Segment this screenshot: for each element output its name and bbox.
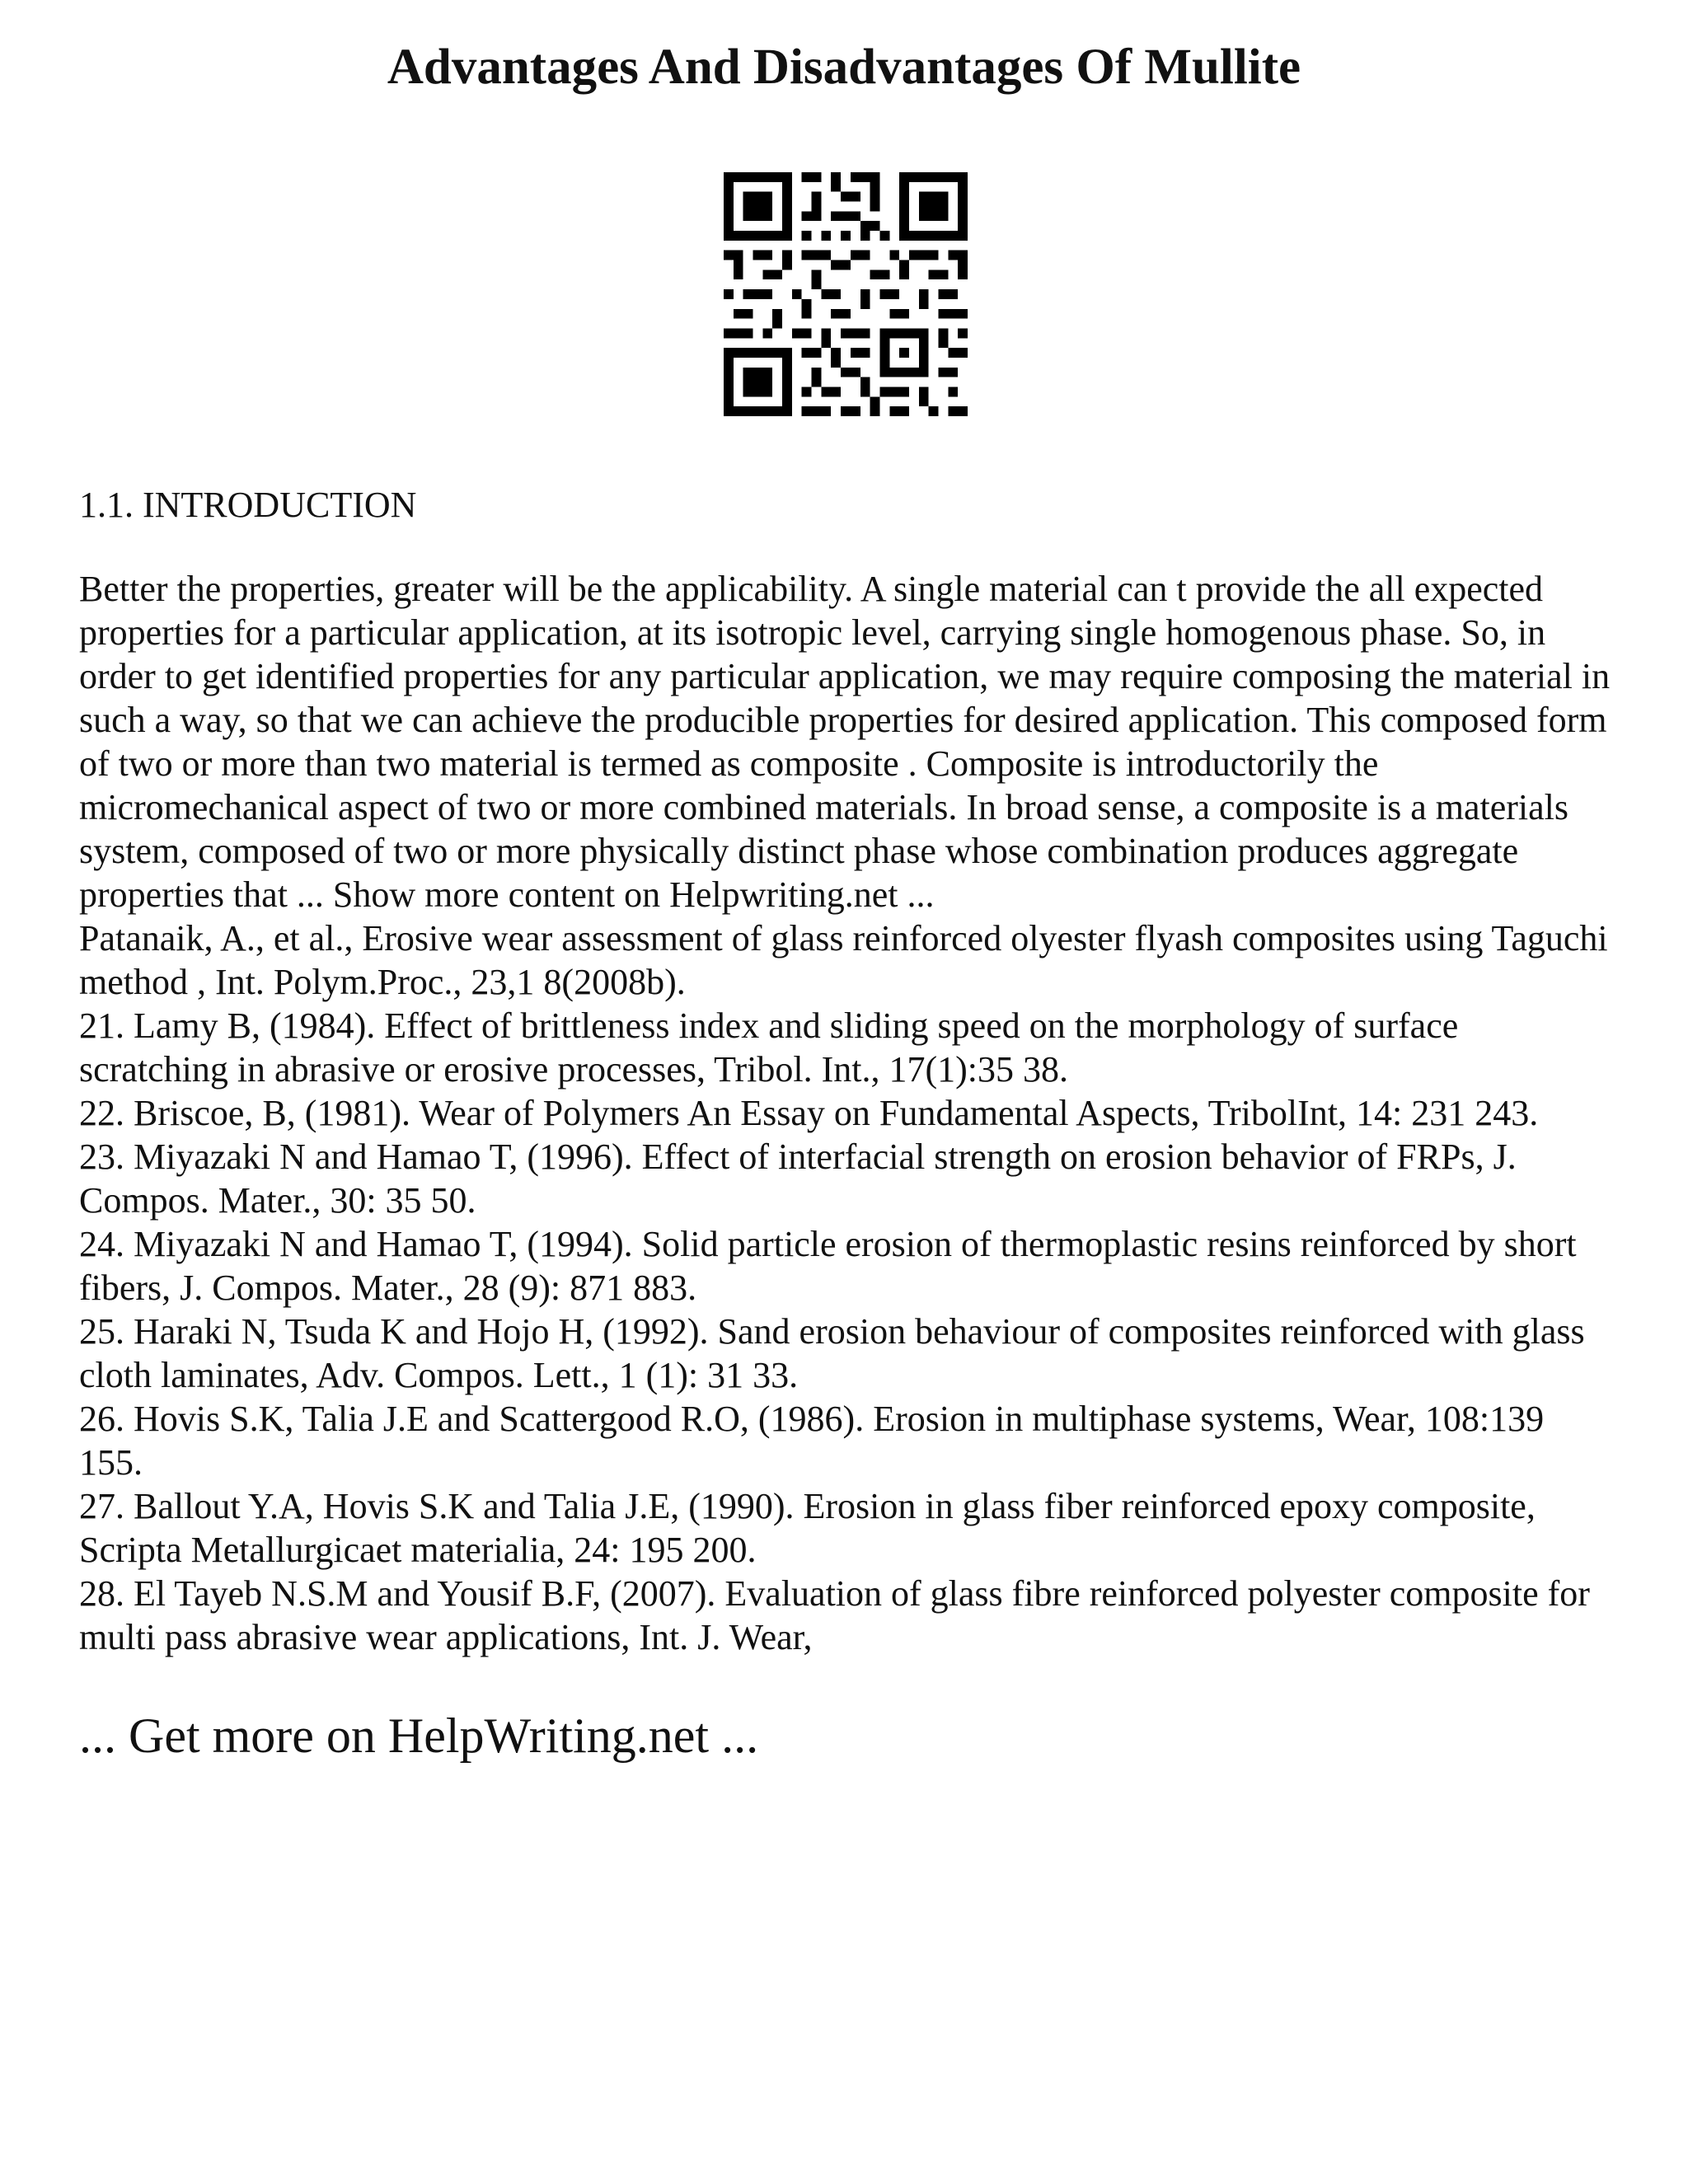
reference-item: 22. Briscoe, B, (1981). Wear of Polymers An Essay on Fundamental Aspects, TribolInt, 14: 231 243. (79, 1093, 1539, 1133)
reference-item: 21. Lamy B, (1984). Effect of brittleness index and sliding speed on the morphology of surface scratching in abrasive or erosive processes, Tribol. Int., 17(1):35 38. (79, 1005, 1459, 1090)
qr-code-graphic (724, 172, 968, 416)
reference-item: Patanaik, A., et al., Erosive wear assessment of glass reinforced olyester flyash composites using Taguchi method , Int. Polym.Proc., 23,1 8(2008b). (79, 918, 1608, 1002)
reference-item: 24. Miyazaki N and Hamao T, (1994). Solid particle erosion of thermoplastic resins reinforced by short fibers, J. Compos. Mater., 28 (9): 871 883. (79, 1224, 1577, 1308)
reference-item: 26. Hovis S.K, Talia J.E and Scattergood R.O, (1986). Erosion in multiphase systems, Wear, 108:139 155. (79, 1399, 1545, 1483)
section-heading: 1.1. INTRODUCTION (79, 485, 417, 525)
qr-code-image (724, 172, 968, 416)
document-title: Advantages And Disadvantages Of Mullite (387, 40, 1301, 95)
reference-item: 25. Haraki N, Tsuda K and Hojo H, (1992). Sand erosion behaviour of composites reinforced with glass cloth laminates, Adv. Compos. Lett., 1 (1): 31 33. (79, 1311, 1585, 1395)
get-more-link[interactable]: ... Get more on HelpWriting.net ... (79, 1708, 759, 1763)
reference-item: 27. Ballout Y.A, Hovis S.K and Talia J.E, (1990). Erosion in glass fiber reinforced epoxy composite, Scripta Metallurgicaet materialia, 24: 195 200. (79, 1486, 1536, 1570)
reference-item: 23. Miyazaki N and Hamao T, (1996). Effect of interfacial strength on erosion behavior of FRPs, J. Compos. Mater., 30: 35 50. (79, 1137, 1517, 1221)
document-body (79, 567, 1612, 1659)
reference-item: 28. El Tayeb N.S.M and Yousif B.F, (2007). Evaluation of glass fibre reinforced polyester composite for multi pass abrasive wear applications, Int. J. Wear, (79, 1573, 1590, 1657)
intro-paragraph: Better the properties, greater will be the applicability. A single material can t provide the all expected properties for a particular application, at its isotropic level, carrying single homogenous phase. So, in order to get identified properties for any particular application, we may require composing the material in such a way, so that we can achieve the producible properties for desired application. This composed form of two or more than two material is termed as composite . Composite is introductorily the micromechanical aspect of two or more combined materials. In broad sense, a composite is a materials system, composed of two or more physically distinct phase whose combination produces aggregate properties that ... Show more content on Helpwriting.net ... (79, 569, 1611, 915)
